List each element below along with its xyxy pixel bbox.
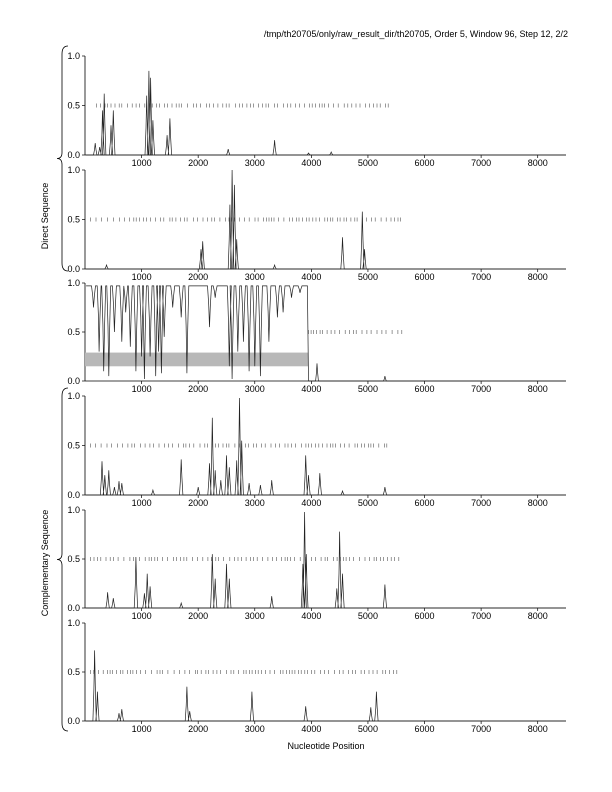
direct-group-label: Direct Sequence: [40, 182, 50, 250]
y-tick-label: 1.0: [67, 51, 80, 61]
y-tick-label: 0.0: [67, 716, 80, 726]
y-tick-label: 0.0: [67, 490, 80, 500]
x-axis-label: Nucleotide Position: [287, 741, 365, 751]
marker-ticks: [309, 330, 402, 334]
x-tick-label: 1000: [131, 724, 152, 734]
x-tick-label: 8000: [527, 498, 548, 508]
x-tick-label: 4000: [301, 611, 322, 621]
y-tick-label: 0.5: [67, 100, 80, 111]
x-tick-label: 4000: [301, 498, 322, 508]
complementary-bracket: [57, 388, 68, 731]
signal-trace: [86, 398, 566, 495]
complementary-group-label: Complementary Sequence: [40, 509, 50, 617]
x-tick-label: 3000: [244, 498, 265, 508]
x-tick-label: 3000: [244, 384, 265, 394]
x-tick-label: 7000: [471, 272, 492, 282]
direct-bracket: [57, 46, 68, 271]
y-tick-label: 0.5: [67, 440, 80, 451]
x-tick-label: 7000: [471, 724, 492, 734]
x-tick-label: 2000: [188, 158, 209, 168]
x-tick-label: 1000: [131, 272, 152, 282]
x-tick-label: 2000: [188, 724, 209, 734]
marker-ticks: [91, 218, 401, 222]
signal-trace: [86, 512, 566, 608]
y-tick-label: 0.0: [67, 376, 80, 386]
x-tick-label: 5000: [357, 724, 378, 734]
signal-trace: [86, 170, 566, 269]
x-tick-label: 1000: [131, 158, 152, 168]
signal-trace: [86, 71, 566, 155]
page-title: /tmp/th20705/only/raw_result_dir/th20705, Order 5, Window 96, Step 12, 2/2: [263, 29, 568, 39]
x-tick-label: 6000: [414, 384, 435, 394]
x-tick-label: 4000: [301, 724, 322, 734]
y-tick-label: 1.0: [67, 505, 80, 515]
x-tick-label: 8000: [527, 611, 548, 621]
x-tick-label: 7000: [471, 158, 492, 168]
x-tick-label: 8000: [527, 158, 548, 168]
signal-trace: [86, 286, 308, 381]
x-tick-label: 2000: [188, 272, 209, 282]
y-tick-label: 1.0: [67, 391, 80, 401]
y-tick-label: 1.0: [67, 165, 80, 175]
x-tick-label: 6000: [414, 724, 435, 734]
x-tick-label: 8000: [527, 272, 548, 282]
x-tick-label: 3000: [244, 272, 265, 282]
y-tick-label: 0.5: [67, 667, 80, 677]
x-tick-label: 2000: [188, 384, 209, 394]
marker-ticks: [91, 557, 399, 561]
shaded-band: [85, 353, 309, 367]
x-tick-label: 4000: [301, 272, 322, 282]
x-tick-label: 6000: [414, 611, 435, 621]
x-tick-label: 5000: [357, 158, 378, 168]
y-tick-label: 1.0: [67, 278, 80, 288]
y-tick-label: 0.0: [67, 150, 80, 160]
x-tick-label: 5000: [357, 611, 378, 621]
x-tick-label: 7000: [471, 384, 492, 394]
x-tick-label: 5000: [357, 498, 378, 508]
x-tick-label: 6000: [414, 498, 435, 508]
x-tick-label: 6000: [414, 158, 435, 168]
signal-trace: [86, 650, 566, 721]
x-tick-label: 6000: [414, 272, 435, 282]
x-tick-label: 7000: [471, 611, 492, 621]
x-tick-label: 5000: [357, 384, 378, 394]
x-tick-label: 3000: [244, 158, 265, 168]
y-tick-label: 0.5: [67, 214, 80, 225]
x-tick-label: 1000: [131, 498, 152, 508]
x-tick-label: 2000: [188, 498, 209, 508]
x-tick-label: 5000: [357, 272, 378, 282]
y-tick-label: 0.0: [67, 264, 80, 274]
marker-ticks: [96, 104, 388, 108]
y-tick-label: 0.5: [67, 554, 80, 564]
y-tick-label: 0.5: [67, 327, 80, 337]
x-tick-label: 1000: [131, 384, 152, 394]
x-tick-label: 3000: [244, 611, 265, 621]
marker-ticks: [91, 670, 397, 674]
x-tick-label: 8000: [527, 724, 548, 734]
y-tick-label: 1.0: [67, 618, 80, 628]
x-tick-label: 3000: [244, 724, 265, 734]
x-tick-label: 4000: [301, 384, 322, 394]
signal-trace-tail: [309, 363, 567, 381]
x-tick-label: 2000: [188, 611, 209, 621]
x-tick-label: 4000: [301, 158, 322, 168]
y-tick-label: 0.0: [67, 603, 80, 613]
x-tick-label: 7000: [471, 498, 492, 508]
x-tick-label: 1000: [131, 611, 152, 621]
x-tick-label: 8000: [527, 384, 548, 394]
